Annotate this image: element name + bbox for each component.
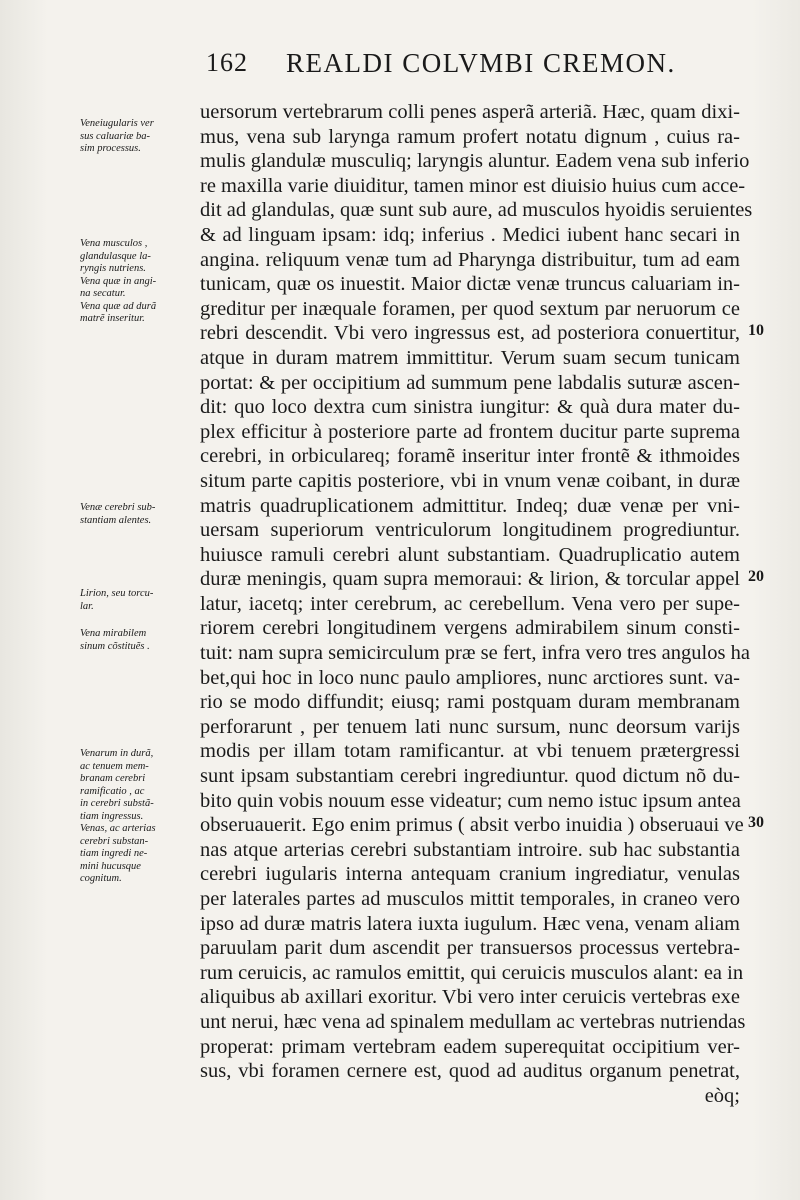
marginal-note [80, 118, 198, 156]
marginal-note-line: Venas, ac arterias [80, 823, 156, 834]
text-line: unt nerui, hæc vena ad spinalem medullam ac vertebras nutriendas [200, 1010, 746, 1033]
text-line: perforarunt , per tenuem lati nunc sursum, nunc deorsum varijs [200, 715, 740, 738]
text-line: mus, vena sub larynga ramum profert notatu dignum , cuius ra- [200, 125, 740, 148]
text-line: properat: primam vertebram eadem superequitat occipitium ver- [200, 1035, 740, 1058]
marginal-note-line: matrẽ inseritur. [80, 313, 145, 324]
marginal-note [80, 502, 198, 527]
text-line: modis per illam totam ramificantur. at vbi tenuem prætergressi [200, 740, 740, 763]
text-line: situm parte capitis posteriore, vbi in vnum venæ coibant, in duræ [200, 469, 740, 492]
text-line: ipso ad duræ matris latera iuxta iugulum. Hæc vena, venam aliam [200, 912, 740, 935]
text-line: sunt ipsam substantiam cerebri ingrediuntur. quod dictum nõ du- [200, 765, 740, 788]
marginal-note-line: Venæ cerebri sub- [80, 502, 156, 513]
marginal-note-line: branam cerebri [80, 773, 146, 784]
text-line: rum ceruicis, ac ramulos emittit, qui ceruicis musculos alant: ea in [200, 961, 744, 984]
text-line: nas atque arterias cerebri substantiam introire. sub hac substantia [200, 838, 740, 861]
text-line: rio se modo diffundit; eiusq; rami postquam duram membranam [200, 691, 740, 714]
marginal-note-line: cognitum. [80, 873, 122, 884]
text-line: obseruauerit. Ego enim primus ( absit verbo inuidia ) obseruaui ve [200, 814, 744, 837]
marginal-note-line: Vena quæ ad durã [80, 300, 157, 312]
marginal-note-line: ryngis nutriens. [80, 263, 146, 274]
text-line: aliquibus ab axillari exoritur. Vbi vero inter ceruicis vertebras exe [200, 986, 740, 1009]
text-line: huiusce ramuli cerebri alunt substantiam. Quadruplicatio autem [200, 543, 740, 566]
text-line: paruulam parit dum ascendit per transuersos processus vertebra- [200, 937, 740, 960]
text-line: uersorum vertebrarum colli penes asperã arteriã. Hæc, quam dixi- [200, 101, 740, 123]
marginal-note-line: sim processus. [80, 143, 141, 154]
line-marker-30: 30 [748, 814, 764, 831]
text-line: uersam superiorum ventriculorum longitudinem progrediuntur. [200, 519, 740, 542]
marginal-note-line: lar. [80, 600, 94, 612]
line-marker-10: 10 [748, 322, 764, 339]
text-line: bet,qui hoc in loco nunc paulo ampliores, nunc arctiores sunt. va- [200, 666, 740, 689]
text-line: sus, vbi foramen cernere est, quod ad auditus organum penetrat, [200, 1060, 740, 1083]
text-line: & ad linguam ipsam: idq; inferius . Medici iubent hanc secari in [200, 223, 740, 246]
marginal-note-line: na secatur. [80, 288, 126, 299]
text-line: dit: quo loco dextra cum sinistra iungitur: & quà dura mater du- [200, 396, 740, 419]
text-line: eòq; [704, 1084, 740, 1107]
text-line: per laterales partes ad musculos mittit temporales, in craneo vero [200, 888, 740, 910]
marginal-note [80, 628, 198, 653]
text-line: re maxilla varie diuiditur, tamen minor est diuisio huius cum acce- [200, 174, 746, 197]
text-line: atque in duram matrem immittitur. Verum suam secum tunicam [200, 346, 740, 369]
page-number: 162 [206, 48, 248, 77]
main-text-block [200, 100, 753, 1108]
marginal-note-line: mini hucusque [80, 860, 141, 872]
text-line: portat: & per occipitium ad summum pene labdalis suturæ ascen- [200, 371, 740, 394]
text-line: cerebri iugularis interna antequam cranium ingrediatur, venulas [200, 863, 740, 886]
marginal-note-line: tiam ingredi ne- [80, 848, 148, 859]
marginal-note-line: cerebri substan- [80, 835, 149, 847]
marginal-note-line: Venarum in durã, [80, 748, 154, 759]
text-line: angina. reliquum venæ tum ad Pharynga distribuitur, tum ad eam [200, 248, 740, 271]
running-head: REALDI COLVMBI CREMON. [286, 48, 676, 78]
marginal-note-line: sus caluariæ ba- [80, 130, 151, 142]
text-line: mulis glandulæ musculiq; laryngis aluntur. Eadem vena sub inferio [200, 150, 750, 173]
marginal-note-line: Vena quæ in angi- [80, 275, 157, 287]
text-line: riorem cerebri longitudinem vergens admirabilem sinum consti- [200, 617, 740, 640]
text-line: latur, iacetq; inter cerebrum, ac cerebellum. Vena vero per supe- [200, 592, 740, 615]
text-line: greditur per inæquale foramen, per quod sextum par neruorum ce [200, 297, 740, 320]
text-line: dit ad glandulas, quæ sunt sub aure, ad musculos hyoidis seruientes [200, 199, 753, 222]
marginal-note-line: Vena mirabilem [80, 628, 147, 639]
page-header [0, 48, 800, 88]
marginal-note-line: in cerebri substã- [80, 798, 154, 809]
text-line: tunicam, quæ os inuestit. Maior dictæ venæ truncus caluariam in- [200, 273, 740, 296]
text-line: cerebri, in orbiculareq; foramẽ inseritur inter frontẽ & ithmoides [200, 445, 740, 468]
text-line: duræ meningis, quam supra memoraui: & lirion, & torcular appel [200, 568, 740, 591]
marginal-note-line: Veneiugularis ver [80, 118, 154, 129]
marginal-note-line: Lirion, seu torcu- [80, 588, 154, 599]
marginal-note-line: ac tenuem mem- [80, 760, 149, 772]
marginal-note-line: ramificatio , ac [80, 785, 145, 797]
line-marker-20: 20 [748, 568, 764, 585]
marginal-note-line: tiam ingressus. [80, 810, 144, 822]
text-line: bito quin vobis nouum esse videatur; cum nemo istuc ipsum antea [200, 789, 741, 812]
marginal-note-line: sinum cõstituẽs . [80, 640, 150, 652]
text-line: tuit: nam supra semicirculum præ se fert, infra vero tres angulos ha [200, 642, 750, 665]
marginal-note [80, 238, 198, 326]
text-line: matris quadruplicationem admittitur. Indeq; duæ venæ per vni- [200, 494, 740, 517]
text-line: rebri descendit. Vbi vero ingressus est, ad posteriora conuertitur, [200, 322, 740, 345]
marginal-note-line: glandulasque la- [80, 250, 151, 262]
marginal-note-line: stantiam alentes. [80, 514, 152, 526]
marginal-note-line: Vena musculos , [80, 238, 148, 249]
text-line: plex efficitur à posteriore parte ad frontem ducitur parte suprema [200, 420, 740, 443]
marginal-note [80, 588, 198, 613]
marginal-note [80, 748, 198, 886]
